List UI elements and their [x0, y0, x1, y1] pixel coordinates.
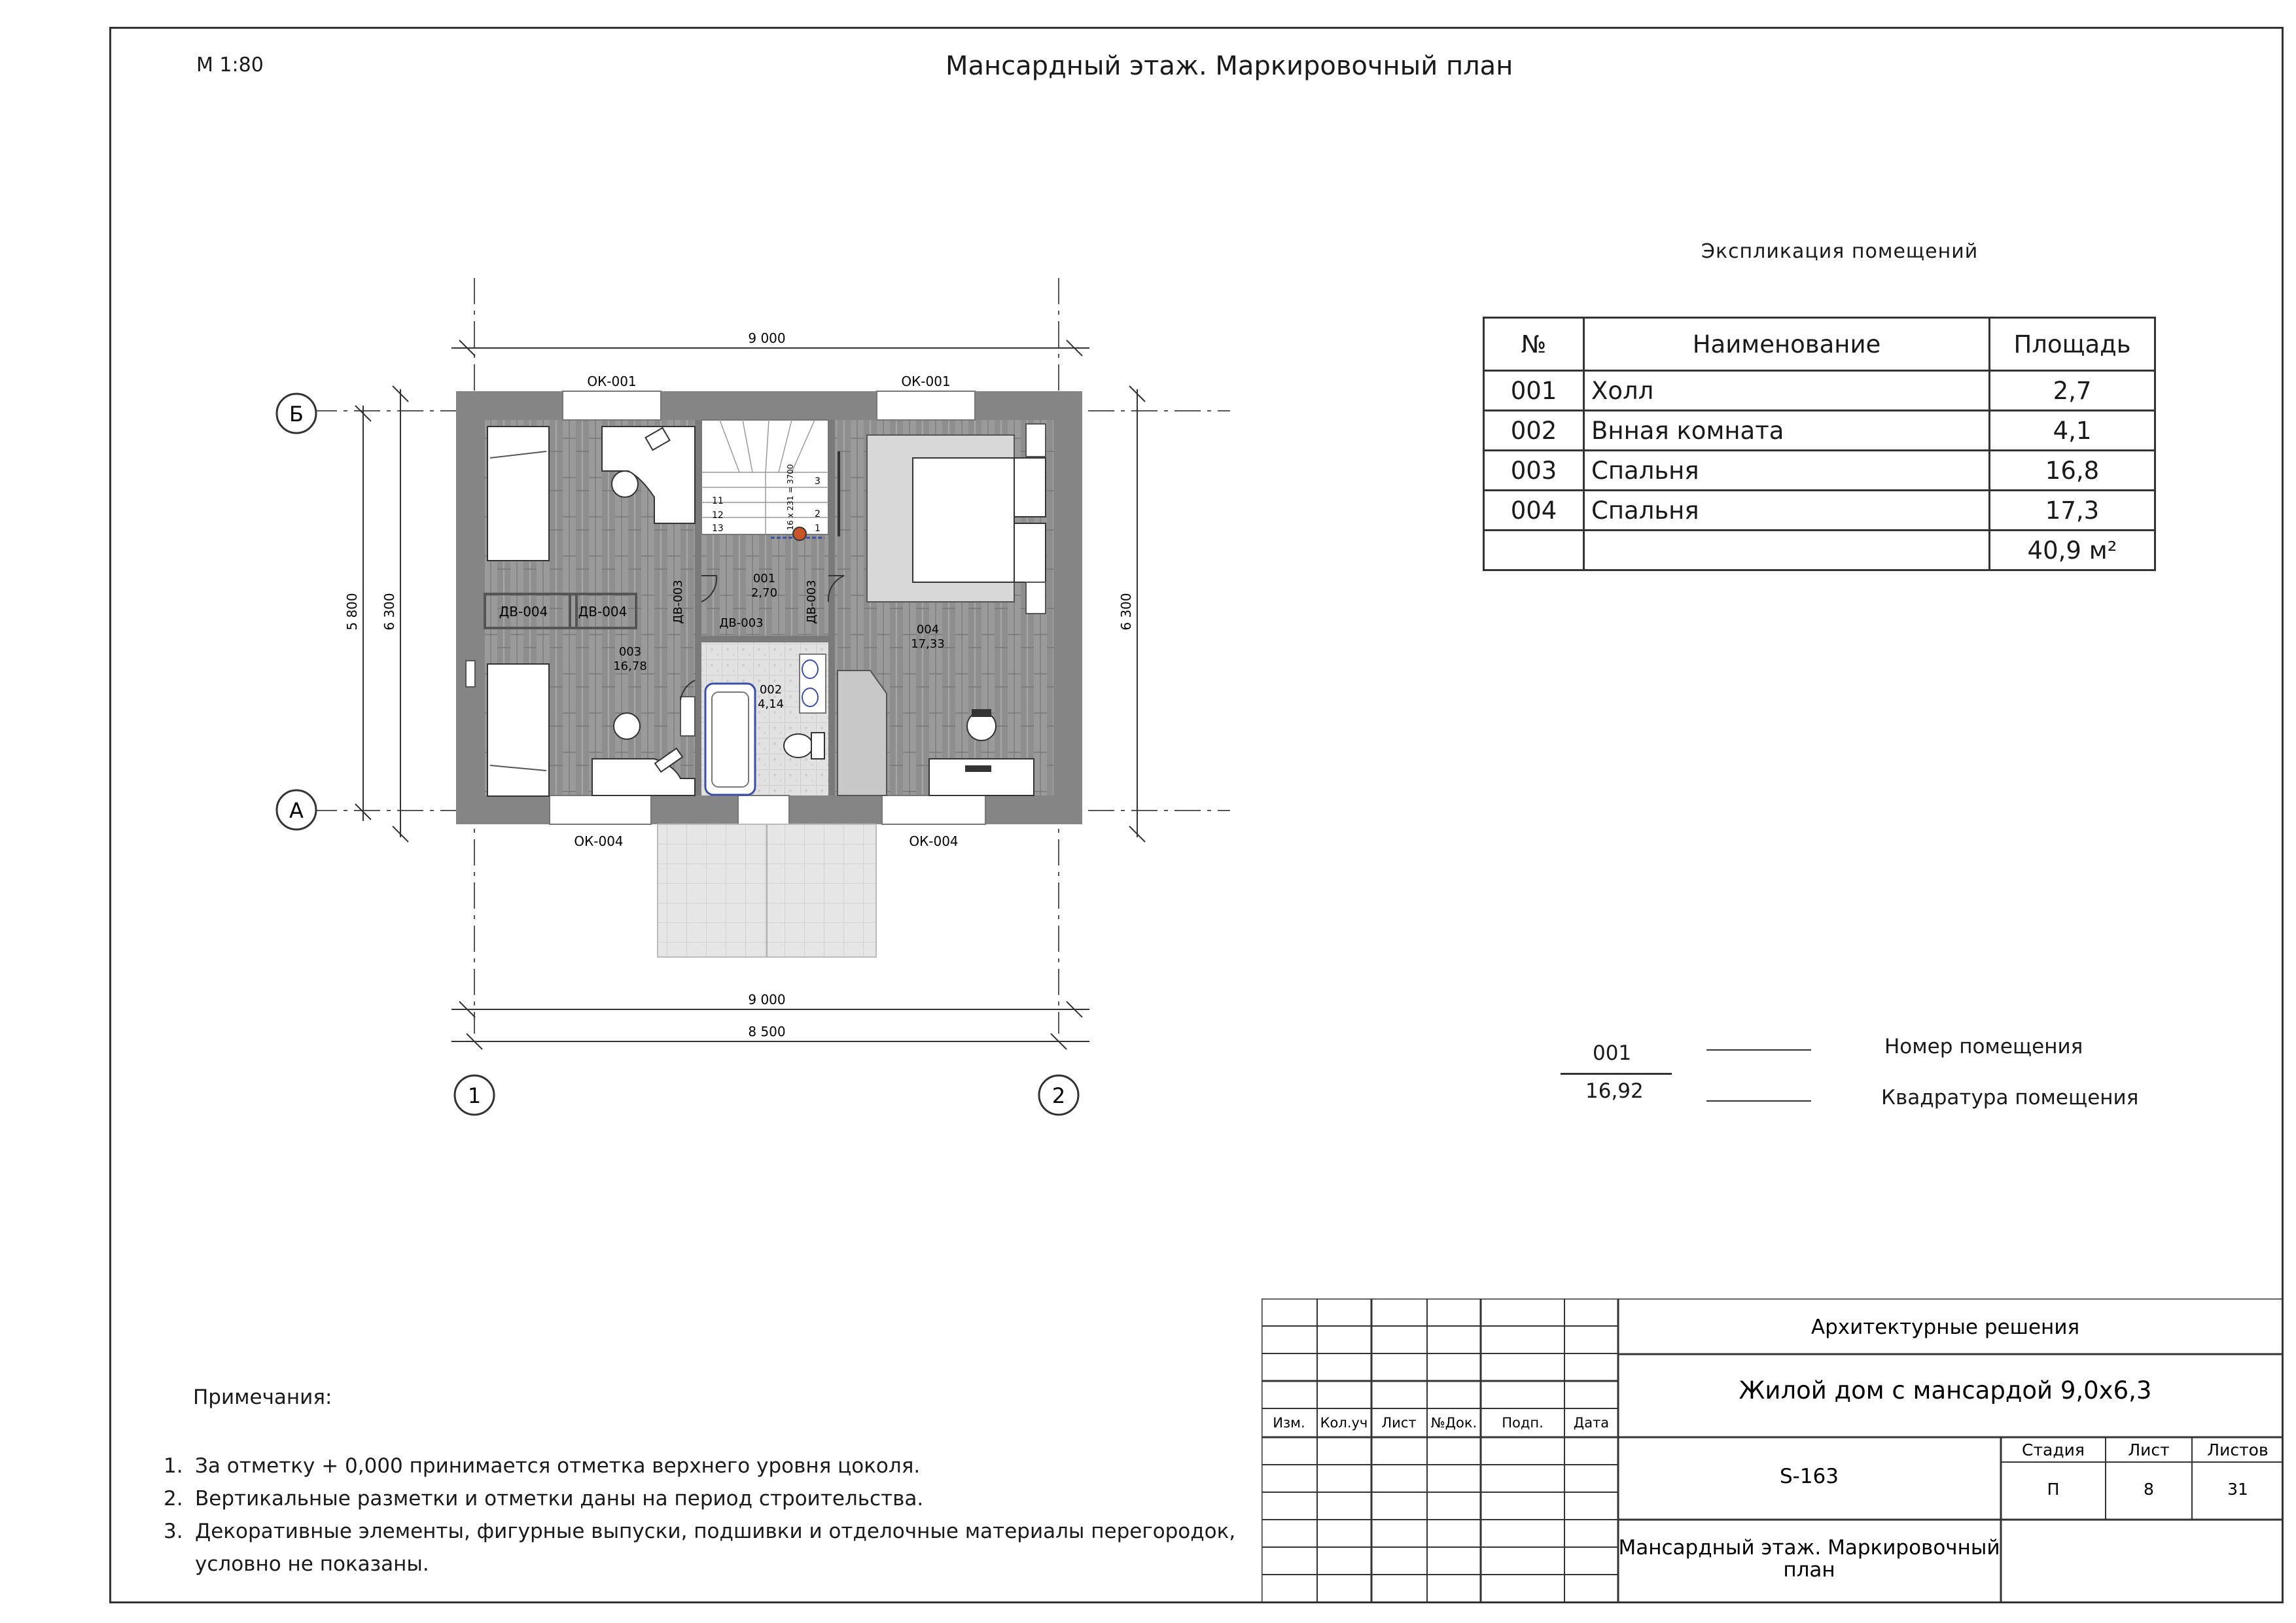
tb-sheet: 8 [2144, 1480, 2154, 1499]
tb-col-date: Дата [1573, 1415, 1610, 1431]
svg-text:2: 2 [815, 509, 821, 519]
dim-left-outer: 6 300 [381, 593, 397, 631]
window-label-top-right: ОК-001 [901, 374, 951, 389]
door-label-3: ДВ-003 [671, 580, 685, 624]
svg-text:2,70: 2,70 [751, 586, 778, 600]
svg-text:2: 2 [1051, 1083, 1066, 1108]
dim-right: 6 300 [1118, 593, 1134, 631]
svg-text:11: 11 [712, 496, 724, 506]
svg-text:1: 1 [467, 1083, 482, 1108]
svg-text:004: 004 [916, 623, 940, 637]
notes-title: Примечания: [193, 1386, 332, 1409]
axis-bubble-1 [455, 1075, 494, 1115]
window-label-bottom-left: ОК-004 [574, 833, 624, 849]
title-block [1262, 1299, 2284, 1603]
legend-num: 001 [1593, 1041, 1632, 1065]
dim-bottom-inner: 8 500 [748, 1024, 786, 1039]
svg-text:16,78: 16,78 [613, 659, 647, 673]
tb-col-doc: №Док. [1430, 1415, 1477, 1431]
table-row: 003 Спальня 16,8 [1484, 451, 2155, 491]
note-item: 1. За отметку + 0,000 принимается отметка верхнего уровня цоколя. [164, 1454, 921, 1478]
tb-code: S-163 [1779, 1465, 1839, 1488]
dim-left-inner: 5 800 [344, 593, 360, 631]
window-label-bottom-right: ОК-004 [909, 833, 959, 849]
door-label-4: ДВ-003 [719, 616, 764, 630]
tb-stage: П [2047, 1480, 2060, 1499]
legend-num-label: Номер помещения [1884, 1035, 2083, 1058]
tb-sheets-label: Листов [2207, 1440, 2269, 1459]
door-label-1: ДВ-004 [499, 604, 548, 620]
legend-area-label: Квадратура помещения [1881, 1086, 2139, 1109]
explication-table [1483, 317, 2156, 571]
svg-text:12: 12 [712, 510, 724, 521]
legend-area: 16,92 [1585, 1079, 1644, 1103]
note-item: 3. Декоративные элементы, фигурные выпуски, подшивки и отделочные материалы перегородок, [164, 1520, 1236, 1543]
svg-text:1: 1 [815, 523, 821, 534]
window-label-top-left: ОК-001 [587, 374, 637, 389]
dim-bottom-outer: 9 000 [748, 992, 786, 1007]
axis-bubble-a [277, 790, 316, 829]
room-tag-002 [758, 683, 784, 711]
explication-title: Экспликация помещений [1701, 240, 1979, 263]
table-header-row [1484, 318, 2155, 371]
svg-text:17,33: 17,33 [911, 637, 945, 651]
svg-text:4,14: 4,14 [757, 697, 785, 711]
header-area: Площадь [1990, 318, 2155, 371]
table-row: 002 Внная комната 4,1 [1484, 411, 2155, 451]
scale-label: М 1:80 [196, 54, 264, 77]
table-total-row [1484, 531, 2155, 570]
tb-col-list: Лист [1381, 1415, 1417, 1431]
note-item: 2. Вертикальные разметки и отметки даны на период строительства. [164, 1487, 924, 1510]
tb-col-izm: Изм. [1273, 1415, 1305, 1431]
legend-divider [1561, 1073, 1672, 1075]
tb-discipline: Архитектурные решения [1810, 1316, 2080, 1339]
svg-text:А: А [289, 798, 304, 823]
svg-text:3: 3 [815, 476, 821, 487]
staircase [701, 420, 828, 540]
svg-text:002: 002 [759, 683, 783, 697]
sheet-title: Мансардный этаж. Маркировочный план [945, 51, 1513, 81]
dim-top: 9 000 [748, 330, 786, 346]
tb-drawing-line2: план [1783, 1558, 1835, 1582]
note-item: условно не показаны. [195, 1552, 429, 1576]
door-label-5: ДВ-003 [805, 580, 819, 624]
tb-col-kolvo: Кол.уч [1320, 1415, 1368, 1431]
total-area: 40,9 м² [1990, 531, 2155, 570]
svg-text:Б: Б [289, 402, 304, 427]
tb-stage-label: Стадия [2022, 1440, 2085, 1459]
header-num: № [1484, 318, 1584, 371]
room-tag-001 [751, 572, 777, 600]
table-row: 004 Спальня 17,3 [1484, 491, 2155, 531]
tb-col-podp: Подп. [1502, 1415, 1544, 1431]
door-label-2: ДВ-004 [578, 604, 627, 620]
svg-text:13: 13 [712, 523, 724, 534]
stair-note: 16 х 231 = 3700 [786, 464, 795, 531]
table-row: 001 Холл 2,7 [1484, 371, 2155, 411]
header-name: Наименование [1584, 318, 1990, 371]
svg-text:001: 001 [752, 572, 776, 585]
tb-project: Жилой дом с мансардой 9,0х6,3 [1739, 1376, 2152, 1405]
axis-bubble-2 [1039, 1075, 1078, 1115]
tb-drawing-line1: Мансардный этаж. Маркировочный [1618, 1536, 2000, 1560]
tb-sheets: 31 [2227, 1480, 2248, 1499]
svg-text:003: 003 [618, 645, 642, 659]
tb-sheet-label: Лист [2128, 1440, 2170, 1459]
axis-bubble-b [277, 394, 316, 433]
